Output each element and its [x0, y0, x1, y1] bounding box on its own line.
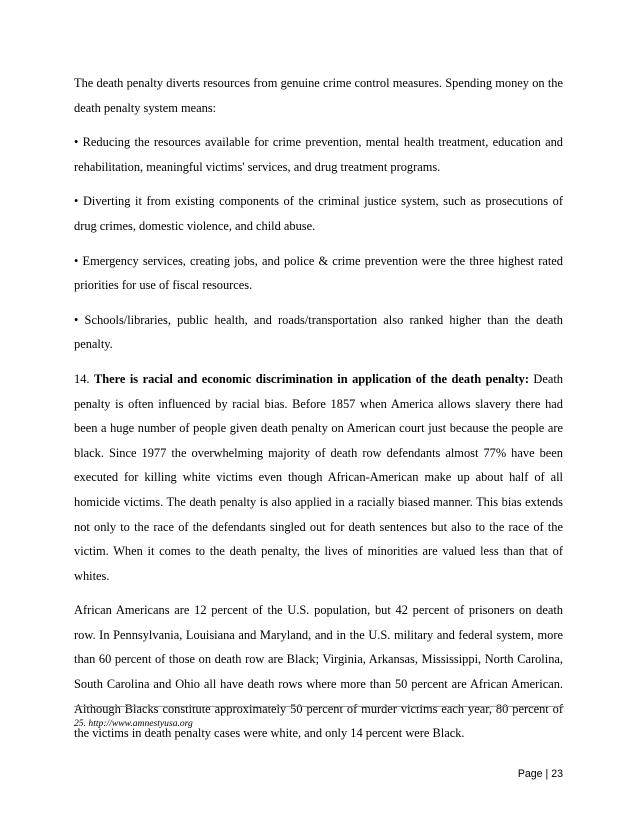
- closing-paragraph: African Americans are 12 percent of the U.S. population, but 42 percent of prisoners on death row. In Pennsylvania, Louisiana and Maryland, and in the U.S. military and federal system, more than 60 percent of those on death row are Black; Virginia, Arkansas, Mississippi, North Carolina, South Carolina and Ohio all have death rows where more than 50 percent are African American. Although Blacks constitute approximately 50 percent of murder victims each year, 80 percent of the victims in death penalty cases were white, and only 14 percent were Black.: [74, 603, 563, 741]
- section-14-paragraph: [74, 367, 563, 588]
- section-number: 14.: [74, 371, 94, 386]
- bullet-paragraph-2: • Diverting it from existing components of the criminal justice system, such as prosecutions of drug crimes, domestic violence, and child abuse.: [74, 194, 563, 233]
- footnote-divider: [74, 706, 564, 707]
- bullet-paragraph-1: • Reducing the resources available for crime prevention, mental health treatment, education and rehabilitation, meaningful victims' services, and drug treatment programs.: [74, 135, 563, 174]
- section-heading: There is racial and economic discrimination in application of the death penalty:: [93, 371, 529, 386]
- intro-paragraph: The death penalty diverts resources from genuine crime control measures. Spending money on the death penalty system means:: [74, 76, 563, 115]
- section-text: Death penalty is often influenced by racial bias. Before 1857 when America allows slavery there had been a huge number of people given death penalty on American court just because the people are black. Since 1977 the overwhelming majority of death row defendants almost 77% have been executed for killing white victims even though African-American make up about half of all homicide victims. The death penalty is also applied in a racially biased manner. This bias extends not only to the race of the defendants singled out for death sentences but also to the race of the victim. When it comes to the death penalty, the lives of minorities are valued less than that of whites.: [74, 371, 563, 583]
- footnote: 25. http://www.amnestyusa.org: [74, 718, 193, 729]
- body-text: [74, 71, 563, 756]
- page-number: Page | 23: [517, 768, 563, 780]
- bullet-paragraph-3: • Emergency services, creating jobs, and police & crime prevention were the three highest rated priorities for use of fiscal resources.: [74, 253, 563, 293]
- bullet-paragraph-4: • Schools/libraries, public health, and roads/transportation also ranked higher than the death penalty.: [74, 312, 563, 352]
